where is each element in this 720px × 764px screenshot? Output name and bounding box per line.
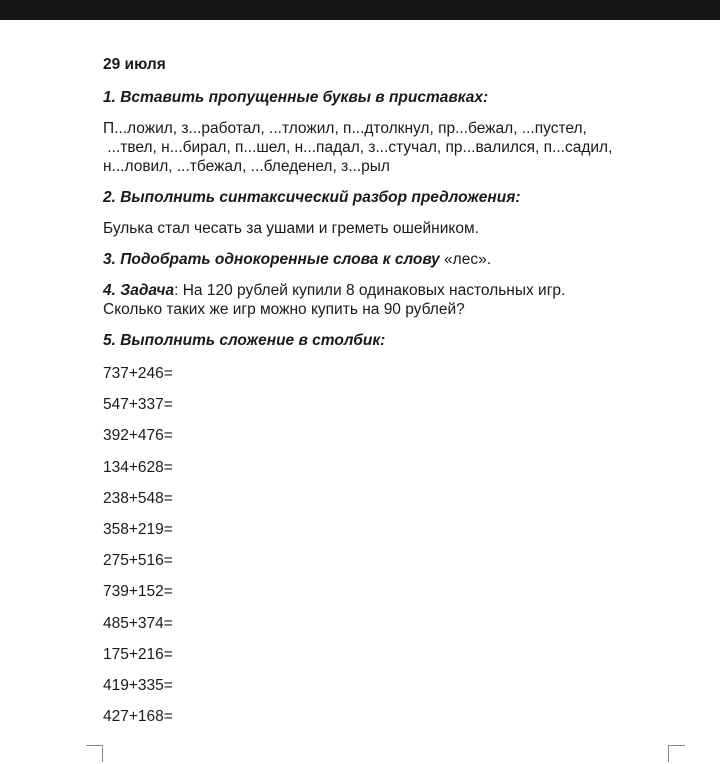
task1-line: н...ловил, ...тбежал, ...бледенел, з...рыл — [103, 158, 390, 175]
viewer-top-bar — [0, 0, 720, 20]
task4-block — [103, 281, 683, 319]
task1-heading: 1. Вставить пропущенные буквы в приставках: — [103, 89, 489, 106]
task4-line1 — [103, 281, 683, 300]
task1-text — [103, 119, 683, 176]
task1-line: П...ложил, з...работал, ...тложил, п...дтолкнул, пр...бежал, ...пустел, — [103, 120, 587, 137]
addition-example: 275+516= — [103, 552, 173, 570]
task1-line: ...твел, н...бирал, п...шел, н...падал, з...стучал, пр...валился, п...садил, — [103, 139, 613, 156]
addition-example: 427+168= — [103, 708, 173, 726]
addition-example: 134+628= — [103, 458, 173, 476]
task3-word: «лес». — [439, 251, 492, 268]
addition-example: 419+335= — [103, 676, 173, 694]
document-date: 29 июля — [103, 56, 166, 73]
addition-example: 238+548= — [103, 489, 173, 507]
addition-example: 485+374= — [103, 614, 173, 632]
page-corner-mark-right — [668, 745, 685, 762]
addition-example: 737+246= — [103, 365, 173, 382]
task4-text: : На 120 рублей купили 8 одинаковых настольных игр. — [174, 282, 566, 299]
addition-example: 358+219= — [103, 520, 173, 538]
addition-example: 392+476= — [103, 427, 173, 445]
task5-examples — [103, 364, 683, 738]
addition-example: 175+216= — [103, 645, 173, 663]
task4-label: 4. Задача — [103, 282, 175, 299]
page-corner-mark-left — [86, 745, 103, 762]
document-content — [103, 55, 683, 738]
task5-heading: 5. Выполнить сложение в столбик: — [103, 332, 386, 349]
task3-heading — [103, 250, 683, 269]
task2-heading: 2. Выполнить синтаксический разбор предложения: — [103, 189, 521, 206]
addition-example: 547+337= — [103, 396, 173, 414]
task2-sentence: Булька стал чесать за ушами и греметь ошейником. — [103, 220, 479, 237]
task3-heading-text: 3. Подобрать однокоренные слова к слову — [103, 251, 440, 268]
addition-example: 739+152= — [103, 583, 173, 601]
task4-line2: Сколько таких же игр можно купить на 90 рублей? — [103, 301, 465, 318]
document-page — [0, 20, 720, 764]
